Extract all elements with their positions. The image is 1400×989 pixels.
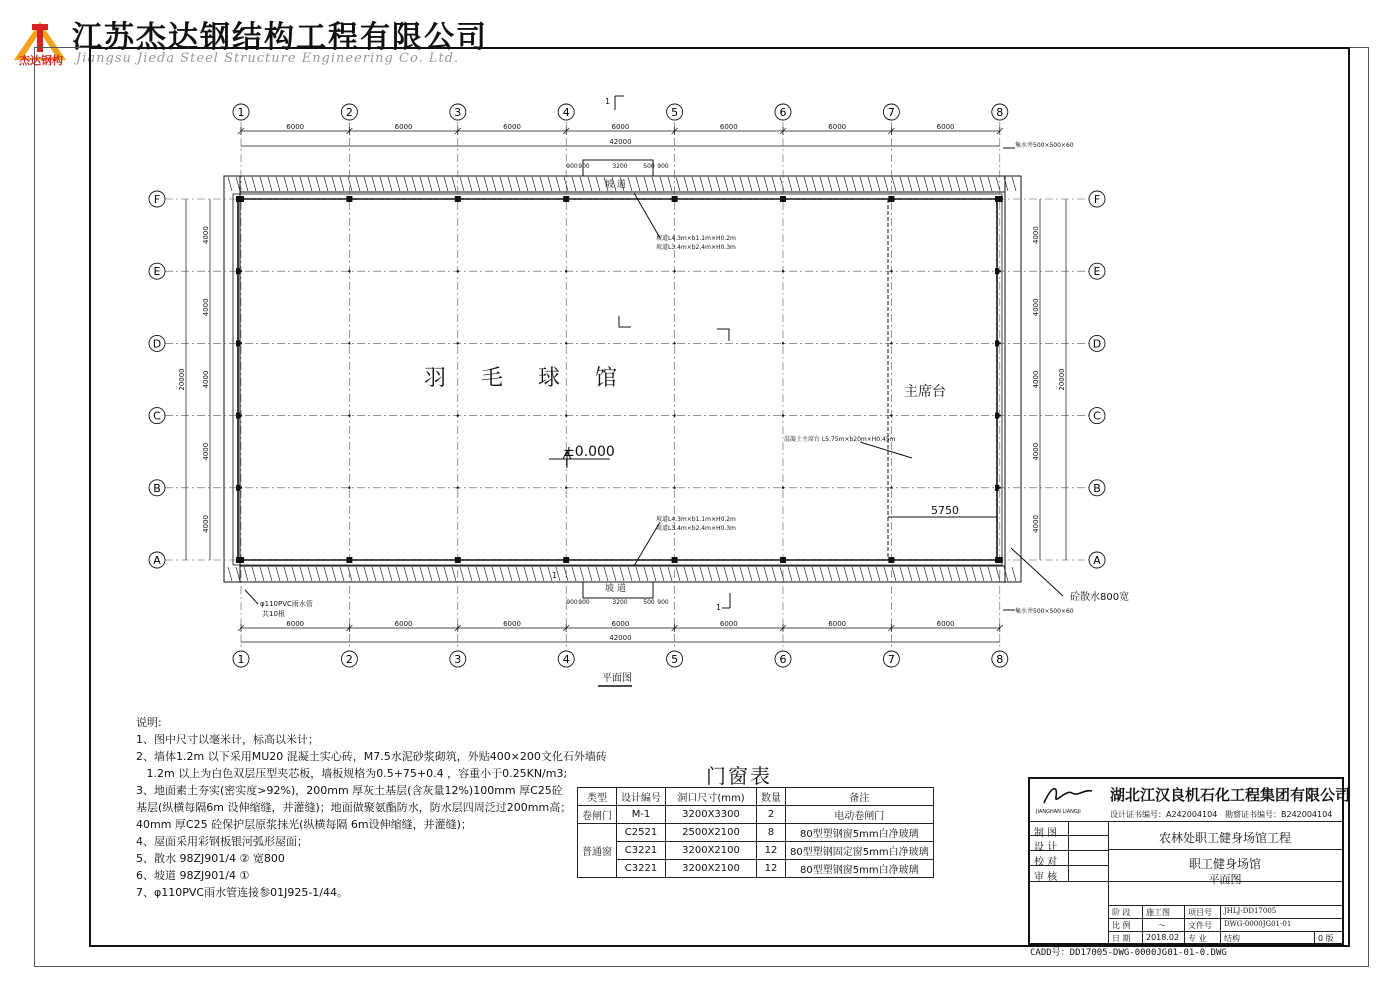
- role-review: 审 核: [1034, 872, 1058, 883]
- pit-note-top: 集水井500×500×60: [1015, 142, 1074, 149]
- note-cell: 80型塑钢窗5mm白净玻璃: [786, 860, 934, 878]
- column-header: 数量: [757, 788, 786, 806]
- qty-cell: 2: [757, 806, 786, 824]
- grid-label: 4: [562, 106, 570, 119]
- grid-node: [999, 342, 1001, 344]
- size-cell: 2500X2100: [666, 824, 757, 842]
- grid-label: B: [153, 481, 161, 495]
- door-dimension: 900: [578, 599, 590, 606]
- drawing-name-1: 职工健身场馆: [1188, 857, 1261, 871]
- door-window-table: [577, 787, 934, 878]
- file-no-value: DWG-0000JG01-01: [1224, 920, 1292, 928]
- row-dimension: 4000: [1032, 442, 1040, 461]
- stage-label: 主席台: [904, 384, 946, 400]
- grid-label: 3: [454, 106, 462, 119]
- door-dimension: 3200: [612, 599, 628, 606]
- column-header: 类型: [578, 788, 617, 806]
- date-value: 2018.02: [1146, 933, 1180, 942]
- grid-node: [348, 342, 350, 344]
- type-cell: 普通窗: [578, 824, 617, 878]
- grid-node: [782, 198, 784, 200]
- row-dimension: 4000: [1032, 226, 1040, 245]
- grid-label: B: [1093, 481, 1101, 495]
- designer-logo-caption: JIANGHAN LIANGJI: [1036, 809, 1081, 815]
- steel-column: [236, 196, 240, 202]
- grid-node: [890, 270, 892, 272]
- grid-node: [673, 414, 675, 416]
- grid-label: F: [153, 193, 161, 206]
- ramp-note-top-1: 坡道L4.3m×b1.1m×H0.2m: [656, 235, 736, 242]
- grid-node: [565, 414, 567, 416]
- note-line: 6、坡道 98ZJ901/4 ①: [136, 869, 250, 882]
- note-line: 5、散水 98ZJ901/4 ② 宽800: [136, 852, 285, 865]
- elevation-label: ±0.000: [563, 444, 615, 460]
- grid-node: [673, 559, 675, 561]
- bottom-slope-label: 坡 道: [605, 584, 626, 594]
- total-length-dimension: 42000: [609, 138, 632, 146]
- size-cell: 3200X2100: [666, 860, 757, 878]
- section-mark-inner: 1: [552, 571, 558, 580]
- grid-node: [673, 198, 675, 200]
- grid-node: [240, 559, 242, 561]
- size-cell: 3200X3300: [666, 806, 757, 824]
- bay-dimension: 6000: [394, 123, 413, 131]
- discipline-value: 结构: [1224, 934, 1240, 943]
- door-window-table-title: 门窗表: [706, 764, 772, 788]
- code-cell: C2521: [617, 824, 666, 842]
- section-mark-bottom: 1: [716, 603, 722, 612]
- steel-column: [995, 340, 999, 346]
- door-dimension: 900: [566, 599, 578, 606]
- table-row: [578, 806, 934, 824]
- grid-node: [457, 414, 459, 416]
- grid-node: [457, 342, 459, 344]
- scale-label: 比 例: [1112, 921, 1131, 930]
- grid-label: 5: [671, 653, 679, 666]
- steel-column: [236, 413, 240, 419]
- row-dimension: 4000: [202, 514, 210, 533]
- total-width-dimension: 20000: [1058, 368, 1066, 391]
- door-dimension: 500: [643, 599, 655, 606]
- role-design: 设 计: [1034, 842, 1058, 853]
- grid-node: [565, 342, 567, 344]
- grid-label: 7: [887, 106, 895, 119]
- grid-label: 1: [237, 106, 245, 119]
- row-dimension: 4000: [202, 226, 210, 245]
- pipe-note-2: 共10根: [262, 610, 285, 618]
- grid-label: F: [1093, 193, 1101, 206]
- designer-company-name: 湖北江汉良机石化工程集团有限公司: [1110, 786, 1351, 804]
- steel-column: [995, 196, 999, 202]
- grid-node: [457, 270, 459, 272]
- row-dimension: 4000: [202, 442, 210, 461]
- type-cell: 卷闸门: [578, 806, 617, 824]
- grid-label: 3: [454, 653, 462, 666]
- grid-node: [348, 414, 350, 416]
- stage-note: 混凝土主席台 L5.75m×b20m×H0.45m: [784, 436, 896, 443]
- bay-dimension: 6000: [719, 620, 738, 628]
- table-row: [578, 824, 934, 842]
- table-row: [578, 842, 934, 860]
- section-mark-top: 1: [605, 97, 611, 106]
- door-dimension: 900: [657, 599, 669, 606]
- grid-node: [999, 414, 1001, 416]
- design-certificate: 设计证书编号：A242004104: [1110, 810, 1218, 819]
- note-cell: 80型塑钢固定窗5mm白净玻璃: [786, 842, 934, 860]
- code-cell: C3221: [617, 842, 666, 860]
- file-no-label: 文件号: [1188, 921, 1212, 930]
- qty-cell: 12: [757, 860, 786, 878]
- hall-label: 羽 毛 球 馆: [424, 366, 631, 391]
- grid-node: [999, 270, 1001, 272]
- steel-column: [236, 485, 240, 491]
- stage-value: 施工图: [1146, 908, 1170, 917]
- grid-node: [782, 414, 784, 416]
- grid-label: D: [1092, 337, 1102, 351]
- role-drawn: 制 图: [1034, 828, 1058, 839]
- version-value: 0 版: [1318, 934, 1334, 943]
- ramp-note-bottom-2: 坡道L3.4m×b2.4m×H0.3m: [656, 525, 736, 532]
- steel-column: [995, 413, 999, 419]
- code-cell: M-1: [617, 806, 666, 824]
- bay-dimension: 6000: [286, 123, 305, 131]
- company-name-en: Jiangsu Jieda Steel Structure Engineering Co. Ltd.: [76, 51, 460, 66]
- project-name: 农林处职工健身场馆工程: [1158, 831, 1291, 845]
- grid-label: 4: [562, 653, 570, 666]
- grid-node: [457, 487, 459, 489]
- note-cell: 电动卷闸门: [786, 806, 934, 824]
- grid-label: 1: [237, 653, 245, 666]
- door-dimension: 3200: [612, 163, 628, 170]
- role-check: 校 对: [1034, 857, 1058, 868]
- steel-column: [236, 340, 240, 346]
- qty-cell: 12: [757, 842, 786, 860]
- bay-dimension: 6000: [936, 620, 955, 628]
- title-block: [1028, 777, 1351, 945]
- grid-label: 8: [996, 653, 1004, 666]
- note-line: 4、屋面采用彩钢板银河弧形屋面；: [136, 835, 308, 848]
- grid-node: [890, 414, 892, 416]
- grid-label: C: [1093, 409, 1101, 423]
- steel-column: [995, 557, 999, 563]
- grid-node: [565, 559, 567, 561]
- stage-label: 阶 段: [1112, 908, 1131, 917]
- bay-dimension: 6000: [503, 620, 521, 628]
- note-line: 7、φ110PVC雨水管连接参01J925-1/44。: [136, 886, 348, 899]
- grid-node: [240, 414, 242, 416]
- grid-node: [565, 198, 567, 200]
- row-dimension: 4000: [1032, 298, 1040, 317]
- note-line: 2、墙体1.2m 以下采用MU20 混凝土实心砖，M7.5水泥砂浆砌筑，外贴400×200文化石外墙砖: [136, 750, 607, 763]
- total-width-dimension: 20000: [178, 368, 186, 391]
- pit-note-bottom: 集水井500×500×60: [1015, 608, 1074, 615]
- code-cell: C3221: [617, 860, 666, 878]
- grid-node: [240, 342, 242, 344]
- note-line: 40mm 厚C25 砼保护层原浆抹光(纵横每隔 6m设伸缩缝，并灌缝)；: [136, 818, 472, 831]
- grid-node: [673, 342, 675, 344]
- grid-label: A: [1093, 554, 1101, 567]
- column-header: 洞口尺寸(mm): [666, 788, 757, 806]
- grid-label: E: [153, 265, 161, 279]
- steel-column: [236, 268, 240, 274]
- door-dimension: 900: [657, 163, 669, 170]
- row-dimension: 4000: [202, 370, 210, 389]
- grid-label: 2: [345, 106, 353, 119]
- grid-node: [999, 198, 1001, 200]
- grid-node: [348, 198, 350, 200]
- grid-node: [782, 342, 784, 344]
- designer-logo-icon: [1038, 783, 1098, 809]
- grid-node: [890, 198, 892, 200]
- grid-label: 2: [345, 653, 353, 666]
- grid-node: [565, 487, 567, 489]
- plan-title: 平面图: [602, 673, 632, 684]
- cadd-number: CADD号：DD17005-DWG-0000JG01-01-0.DWG: [1030, 948, 1227, 958]
- grid-node: [782, 559, 784, 561]
- bay-dimension: 6000: [719, 123, 738, 131]
- grid-label: A: [153, 554, 161, 567]
- logo-caption: 杰达钢构: [19, 54, 63, 67]
- row-dimension: 4000: [1032, 370, 1040, 389]
- grid-node: [240, 487, 242, 489]
- bay-dimension: 6000: [503, 123, 521, 131]
- grid-node: [348, 487, 350, 489]
- size-cell: 3200X2100: [666, 842, 757, 860]
- apron-note: 砼散水800宽: [1070, 592, 1130, 603]
- door-dimension: 500: [643, 163, 655, 170]
- qty-cell: 8: [757, 824, 786, 842]
- bay-dimension: 6000: [936, 123, 955, 131]
- grid-label: 7: [887, 653, 895, 666]
- ramp-note-bottom-1: 坡道L4.3m×b1.1m×H0.2m: [656, 516, 736, 523]
- grid-label: 6: [779, 106, 787, 119]
- dimension-5750: 5750: [931, 504, 959, 517]
- column-header: 备注: [786, 788, 934, 806]
- grid-node: [673, 270, 675, 272]
- survey-certificate: 勘察证书编号：B242004104: [1225, 810, 1333, 819]
- grid-label: 8: [996, 106, 1004, 119]
- grid-label: 6: [779, 653, 787, 666]
- table-header-row: [578, 788, 934, 806]
- grid-node: [890, 559, 892, 561]
- discipline-label: 专 业: [1188, 934, 1207, 943]
- bay-dimension: 6000: [828, 620, 847, 628]
- table-row: [578, 860, 934, 878]
- drawing-name-2: 平面图: [1208, 873, 1242, 886]
- row-dimension: 4000: [1032, 514, 1040, 533]
- scale-value: ～: [1158, 921, 1166, 930]
- row-dimension: 4000: [202, 298, 210, 317]
- note-line: 3、地面素土夯实(密实度>92%)，200mm 厚灰土基层(含灰量12%)100mm 厚C25砼: [136, 784, 563, 797]
- grid-node: [890, 487, 892, 489]
- grid-node: [565, 270, 567, 272]
- grid-node: [348, 270, 350, 272]
- notes-title: 说明:: [136, 716, 162, 729]
- pipe-note-1: φ110PVC雨水管: [260, 600, 313, 608]
- bay-dimension: 6000: [611, 123, 630, 131]
- grid-node: [240, 270, 242, 272]
- grid-node: [457, 198, 459, 200]
- grid-node: [782, 270, 784, 272]
- note-line: 1、图中尺寸以毫米计，标高以米计；: [136, 733, 319, 746]
- total-length-dimension: 42000: [609, 634, 632, 642]
- grid-node: [999, 559, 1001, 561]
- ramp-note-top-2: 坡道L3.4m×b2.4m×H0.3m: [656, 244, 736, 251]
- door-dimension: 900: [566, 163, 578, 170]
- steel-column: [995, 268, 999, 274]
- top-slope-label: 坡 道: [605, 180, 626, 190]
- bay-dimension: 6000: [286, 620, 305, 628]
- bay-dimension: 6000: [611, 620, 630, 628]
- steel-column: [236, 557, 240, 563]
- note-line: 1.2m 以上为白色双层压型夹芯板，墙板规格为0.5+75+0.4 ，容重小于0.25KN/m3;: [136, 767, 568, 780]
- grid-node: [999, 487, 1001, 489]
- project-no-label: 项目号: [1188, 908, 1212, 917]
- note-cell: 80型塑钢窗5mm白净玻璃: [786, 824, 934, 842]
- grid-node: [673, 487, 675, 489]
- grid-node: [348, 559, 350, 561]
- company-name-cn: 江苏杰达钢结构工程有限公司: [72, 20, 488, 55]
- grid-node: [457, 559, 459, 561]
- grid-label: 5: [671, 106, 679, 119]
- grid-label: D: [152, 337, 162, 351]
- column-header: 设计编号: [617, 788, 666, 806]
- grid-node: [890, 342, 892, 344]
- steel-column: [995, 485, 999, 491]
- door-dimension: 900: [578, 163, 590, 170]
- note-line: 基层(纵横每隔6m 设伸缩缝，并灌缝)；地面做聚氨酯防水，防水层四周泛过200mm高；: [136, 801, 572, 814]
- grid-node: [782, 487, 784, 489]
- bay-dimension: 6000: [394, 620, 413, 628]
- grid-node: [240, 198, 242, 200]
- project-no-value: JHLJ-DD17005: [1224, 907, 1277, 915]
- bay-dimension: 6000: [828, 123, 847, 131]
- date-label: 日 期: [1112, 934, 1131, 943]
- grid-label: E: [1093, 265, 1101, 279]
- grid-label: C: [153, 409, 161, 423]
